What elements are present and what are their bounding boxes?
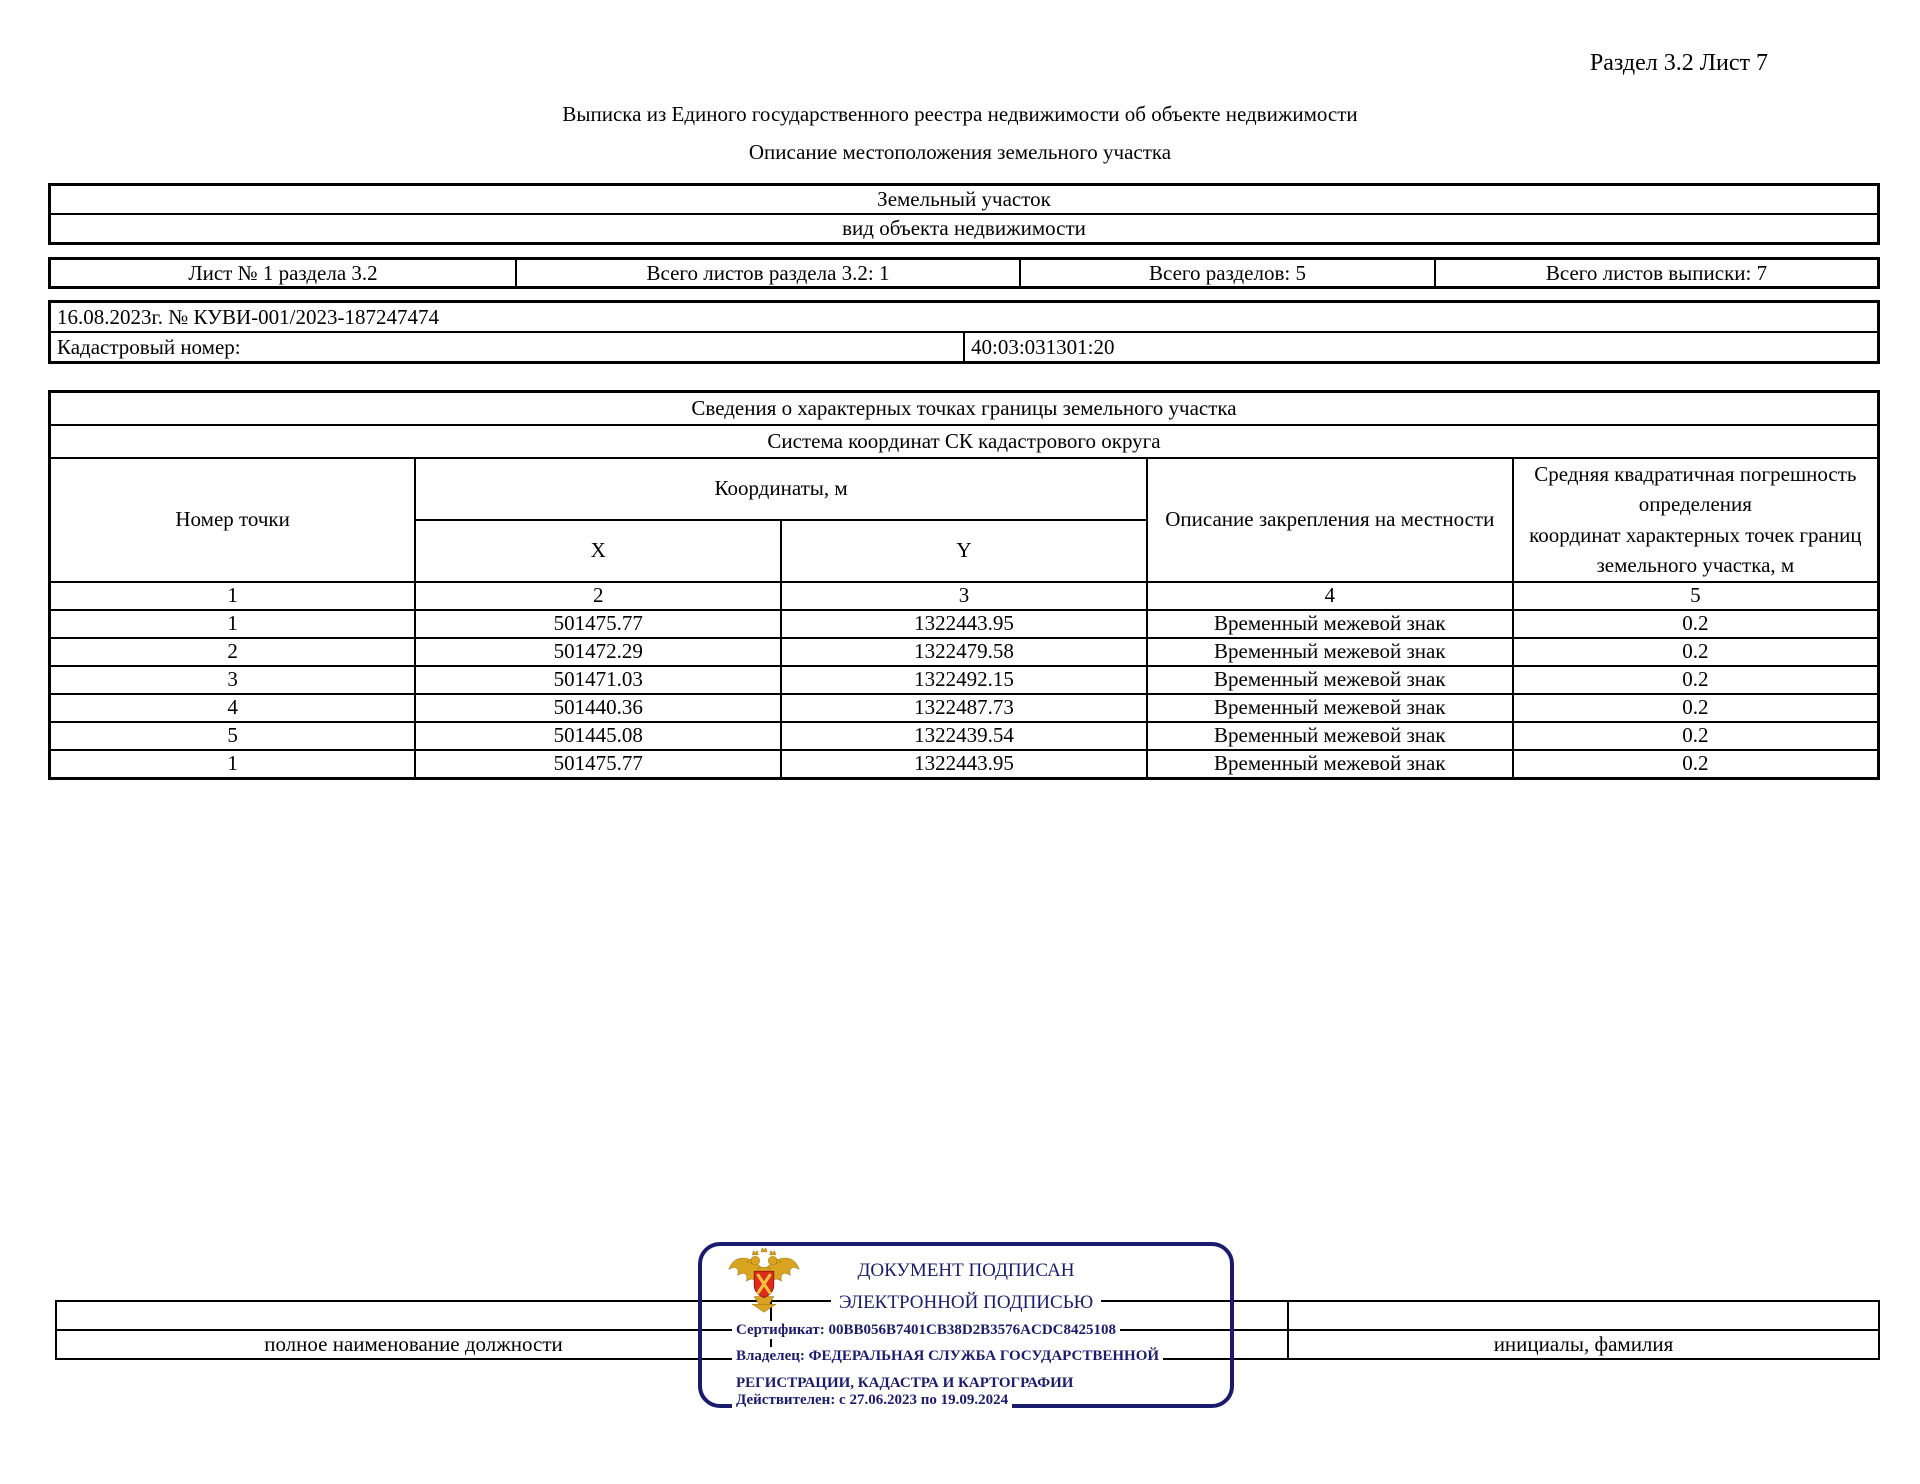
cadastral-number-value: 40:03:031301:20 xyxy=(964,332,1879,363)
precision-cell: 0.2 xyxy=(1513,610,1879,638)
request-date-number: 16.08.2023г. № КУВИ-001/2023-187247474 xyxy=(50,302,1879,333)
precision-cell: 0.2 xyxy=(1513,722,1879,750)
column-number: 2 xyxy=(415,582,781,610)
stamp-heading-line2: ЭЛЕКТРОННОЙ ПОДПИСЬЮ xyxy=(702,1292,1230,1314)
stamp-certificate: Сертификат: 00BB056B7401CB38D2B3576ACDC8425108 xyxy=(732,1322,1120,1339)
y-cell: 1322443.95 xyxy=(781,610,1147,638)
stamp-owner-line1: Владелец: ФЕДЕРАЛЬНАЯ СЛУЖБА ГОСУДАРСТВЕННОЙ xyxy=(732,1348,1163,1365)
table-row xyxy=(50,610,1879,638)
table-row xyxy=(50,722,1879,750)
column-numbers-row xyxy=(50,582,1879,610)
point-number-cell: 5 xyxy=(50,722,416,750)
point-number-cell: 3 xyxy=(50,666,416,694)
description-cell: Временный межевой знак xyxy=(1147,750,1513,779)
description-cell: Временный межевой знак xyxy=(1147,610,1513,638)
description-cell: Временный межевой знак xyxy=(1147,694,1513,722)
extract-sheets-total-cell: Всего листов выписки: 7 xyxy=(1435,259,1879,288)
x-cell: 501472.29 xyxy=(415,638,781,666)
stamp-owner-line2: РЕГИСТРАЦИИ, КАДАСТРА И КАРТОГРАФИИ xyxy=(732,1375,1077,1392)
description-cell: Временный межевой знак xyxy=(1147,666,1513,694)
col-header-description: Описание закрепления на местности xyxy=(1147,458,1513,582)
signature-name-caption: инициалы, фамилия xyxy=(1288,1330,1879,1359)
object-kind-table xyxy=(48,183,1880,245)
column-number: 1 xyxy=(50,582,416,610)
y-cell: 1322487.73 xyxy=(781,694,1147,722)
points-table-title: Сведения о характерных точках границы земельного участка xyxy=(50,392,1879,426)
object-kind-value: Земельный участок xyxy=(50,185,1879,215)
signature-position-caption: полное наименование должности xyxy=(56,1330,771,1359)
table-row xyxy=(50,666,1879,694)
x-cell: 501440.36 xyxy=(415,694,781,722)
table-row xyxy=(50,694,1879,722)
boundary-points-table xyxy=(48,390,1880,780)
column-number: 5 xyxy=(1513,582,1879,610)
document-title: Выписка из Единого государственного реестра недвижимости об объекте недвижимости xyxy=(562,102,1358,126)
col-header-precision xyxy=(1513,458,1879,582)
precision-cell: 0.2 xyxy=(1513,694,1879,722)
precision-cell: 0.2 xyxy=(1513,666,1879,694)
description-cell: Временный межевой знак xyxy=(1147,638,1513,666)
col-header-precision-line2: координат характерных точек границ земельного участка, м xyxy=(1529,522,1862,578)
stamp-validity: Действителен: с 27.06.2023 по 19.09.2024 xyxy=(732,1392,1012,1409)
point-number-cell: 1 xyxy=(50,750,416,779)
signature-name-field xyxy=(1288,1301,1879,1330)
request-info-table xyxy=(48,300,1880,364)
precision-cell: 0.2 xyxy=(1513,638,1879,666)
description-cell: Временный межевой знак xyxy=(1147,722,1513,750)
x-cell: 501475.77 xyxy=(415,750,781,779)
col-header-precision-line1: Средняя квадратичная погрешность определения xyxy=(1534,462,1857,517)
document-subtitle: Описание местоположения земельного участка xyxy=(748,140,1172,164)
x-cell: 501471.03 xyxy=(415,666,781,694)
col-header-coordinates: Координаты, м xyxy=(415,458,1147,520)
point-number-cell: 4 xyxy=(50,694,416,722)
column-number: 3 xyxy=(781,582,1147,610)
y-cell: 1322443.95 xyxy=(781,750,1147,779)
table-row xyxy=(50,750,1879,779)
x-cell: 501445.08 xyxy=(415,722,781,750)
y-cell: 1322439.54 xyxy=(781,722,1147,750)
col-header-point-number: Номер точки xyxy=(50,458,416,582)
point-number-cell: 2 xyxy=(50,638,416,666)
cadastral-number-label: Кадастровый номер: xyxy=(50,332,965,363)
section-sheets-total-cell: Всего листов раздела 3.2: 1 xyxy=(516,259,1020,288)
sheet-number-cell: Лист № 1 раздела 3.2 xyxy=(50,259,517,288)
precision-cell: 0.2 xyxy=(1513,750,1879,779)
coordinate-system-caption: Система координат СК кадастрового округа xyxy=(50,425,1879,458)
y-cell: 1322479.58 xyxy=(781,638,1147,666)
stamp-heading-line1: ДОКУМЕНТ ПОДПИСАН xyxy=(702,1260,1230,1282)
sheet-counters-table xyxy=(48,257,1880,289)
y-cell: 1322492.15 xyxy=(781,666,1147,694)
signature-position-field xyxy=(56,1301,771,1330)
x-cell: 501475.77 xyxy=(415,610,781,638)
electronic-signature-stamp xyxy=(698,1242,1234,1408)
object-kind-caption: вид объекта недвижимости xyxy=(50,214,1879,244)
point-number-cell: 1 xyxy=(50,610,416,638)
column-number: 4 xyxy=(1147,582,1513,610)
table-row xyxy=(50,638,1879,666)
col-header-y: Y xyxy=(781,520,1147,582)
section-sheet-label: Раздел 3.2 Лист 7 xyxy=(1589,50,1768,76)
sections-total-cell: Всего разделов: 5 xyxy=(1020,259,1435,288)
col-header-x: X xyxy=(415,520,781,582)
